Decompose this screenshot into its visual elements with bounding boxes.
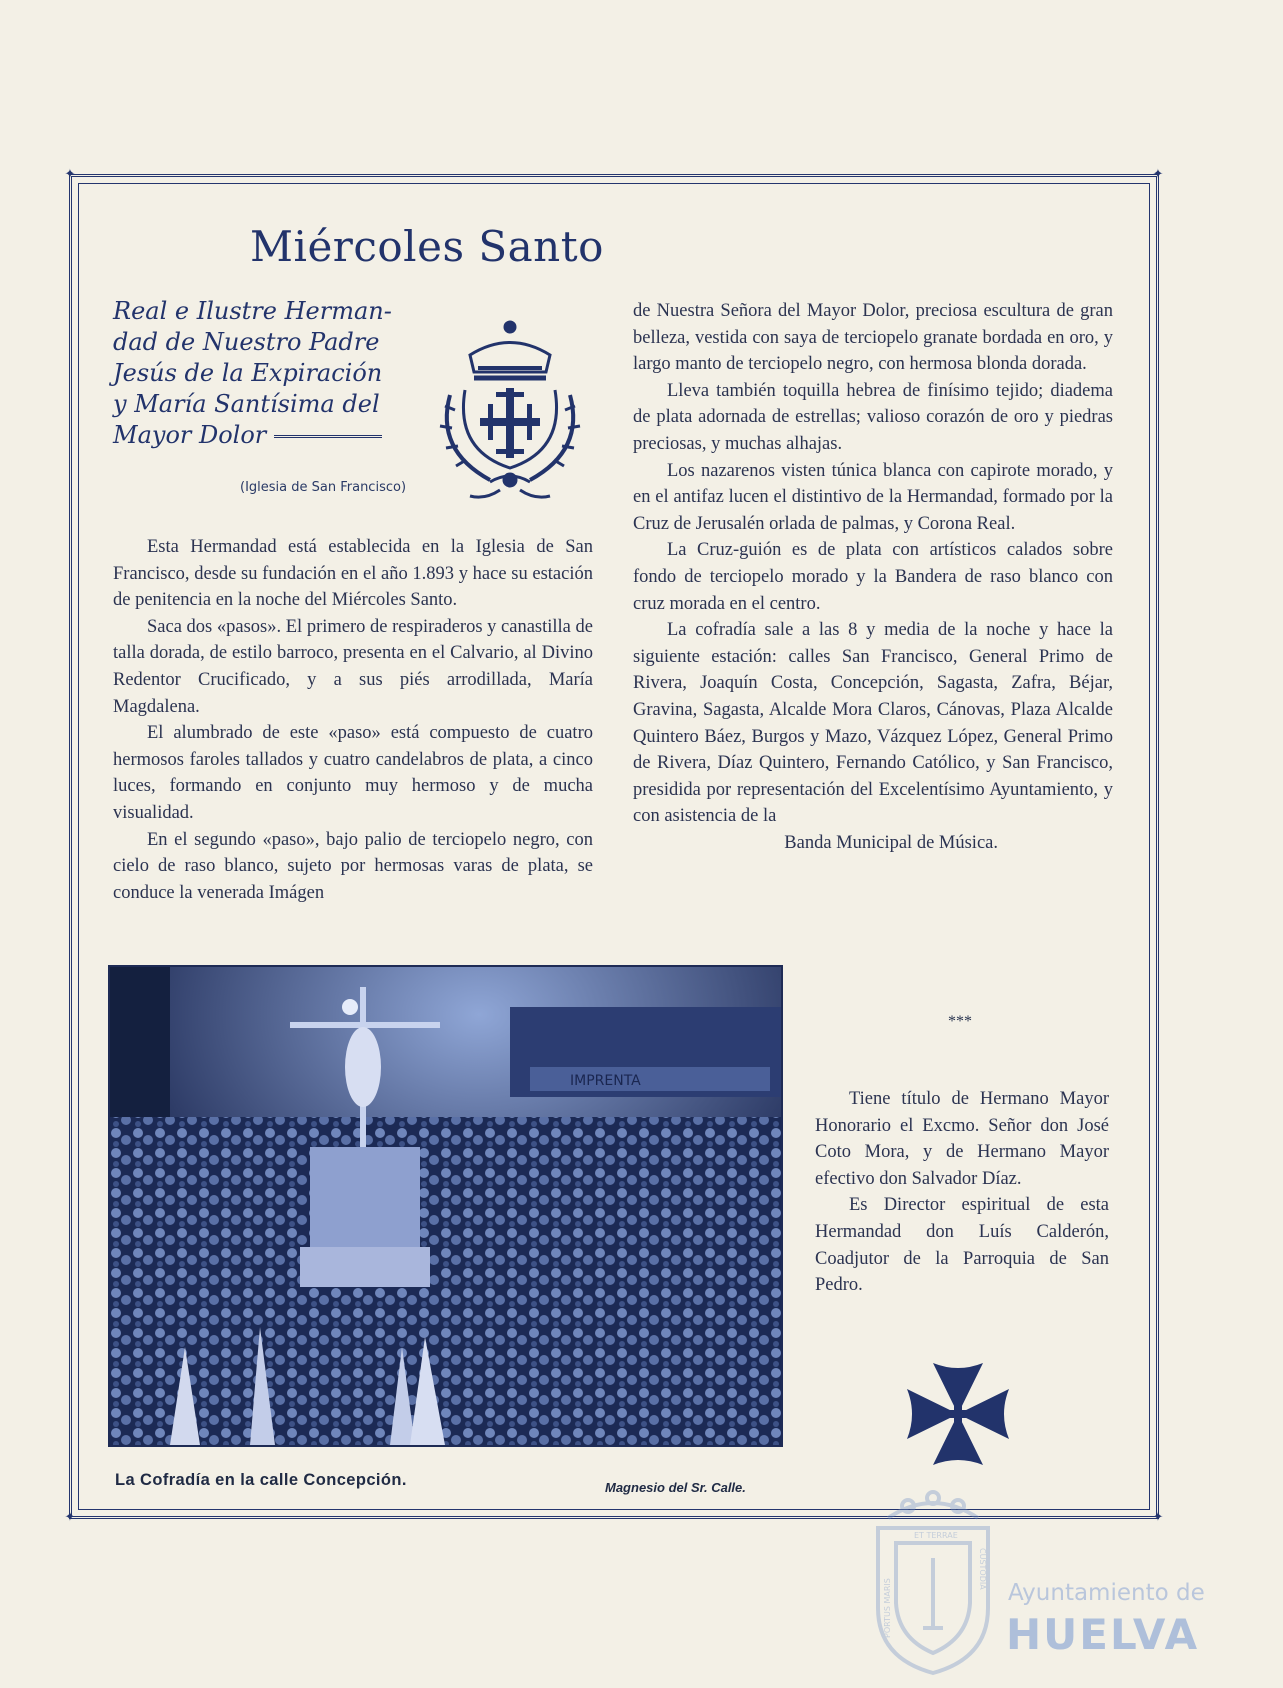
paragraph: de Nuestra Señora del Mayor Dolor, preciosa escultura de gran belleza, vestida con saya de terciopelo granate bordada en oro, y largo manto de terciopelo negro, con hermosa blonda dorada. [633,301,1113,375]
paragraph: Lleva también toquilla hebrea de finísimo tejido; diadema de plata adornada de estrellas; valioso corazón de oro y piedras preciosas, y muchas alhajas. [633,380,1113,454]
left-text-column [113,534,593,906]
cross-pattee-icon [903,1358,1013,1470]
paragraph: El alumbrado de este «paso» está compuesto de cuatro hermosos faroles tallados y cuatro candelabros de plata, a cinco luces, formando en conjunto muy hermoso y de mucha visualidad. [113,723,593,823]
paragraph: Banda Municipal de Música. [784,832,998,853]
photo-credit: Magnesio del Sr. Calle. [605,1480,746,1495]
brotherhood-name-line: dad de Nuestro Padre [113,328,380,356]
paragraph: La cofradía sale a las 8 y media de la noche y hace la siguiente estación: calles San Francisco, General Primo de Rivera, Joaquín Costa, Concepción, Sagasta, Zafra, Béjar, Gravina, Sagasta, Alcalde Mora Claros, Cánovas, Plaza Alcalde Quintero Báez, Burgos y Mazo, Vázquez López, General Primo de Rivera, Díaz Quintero, Fernando Católico, y San Francisco, presidida por representación del Excelentísimo Ayuntamiento, y con asistencia de la [633,620,1113,827]
shield-text: CUSTODIA [978,1548,987,1590]
paragraph: La Cruz-guión es de plata con artísticos calados sobre fondo de terciopelo morado y la Bandera de raso blanco con cruz morada en el centro. [633,540,1113,614]
crowned-cross-emblem-icon [430,310,590,505]
city-shield-watermark-icon [868,1488,998,1678]
section-separator: *** [948,1013,972,1030]
shop-sign-text: IMPRENTA [570,1073,641,1089]
paragraph: Tiene título de Hermano Mayor Honorario el Excmo. Señor don José Coto Mora, y de Hermano Mayor efectivo don Salvador Díaz. [815,1089,1109,1189]
page-title: Miércoles Santo [250,222,604,271]
corner-ornament-icon: ✦ [64,167,76,182]
decorative-rule [274,435,382,438]
brotherhood-name-line: y María Santísima del [113,390,380,418]
paragraph: Los nazarenos visten túnica blanca con capirote morado, y en el antifaz lucen el distintivo de la Hermandad, formado por la Cruz de Jerusalén orlada de palmas, y Corona Real. [633,460,1113,534]
procession-photo [108,965,783,1447]
right-text-column [633,298,1113,856]
shield-text: PORTUS MARIS [883,1578,892,1638]
corner-ornament-icon: ✦ [64,1510,76,1525]
brotherhood-name-line: Real e Ilustre Herman- [113,297,392,325]
right-lower-text [815,1086,1109,1299]
church-note: (Iglesia de San Francisco) [240,480,407,495]
procession-photo-illustration [110,967,781,1445]
corner-ornament-icon: ✦ [1152,1510,1164,1525]
brotherhood-name-line: Jesús de la Expiración [113,359,383,387]
brotherhood-name [113,296,413,451]
paragraph: Es Director espiritual de esta Hermandad don Luís Calderón, Coadjutor de la Parroquia de San Pedro. [815,1195,1109,1296]
shield-text: ET TERRAE [914,1531,958,1540]
watermark-text: HUELVA [1006,1610,1200,1659]
watermark-text: Ayuntamiento de [1008,1580,1205,1606]
paragraph: En el segundo «paso», bajo palio de terciopelo negro, con cielo de raso blanco, sujeto por hermosas varas de plata, se conduce la venerada Imágen [113,829,593,903]
photo-caption: La Cofradía en la calle Concepción. [115,1471,407,1489]
paragraph: Esta Hermandad está establecida en la Iglesia de San Francisco, desde su fundación en el año 1.893 y hace su estación de penitencia en la noche del Miércoles Santo. [113,537,593,611]
brotherhood-name-line: Mayor Dolor [113,420,413,451]
corner-ornament-icon: ✦ [1152,167,1164,182]
paragraph: Saca dos «pasos». El primero de respiraderos y canastilla de talla dorada, de estilo barroco, presenta en el Calvario, al Divino Redentor Crucificado, y a sus piés arrodillada, María Magdalena. [113,616,593,717]
